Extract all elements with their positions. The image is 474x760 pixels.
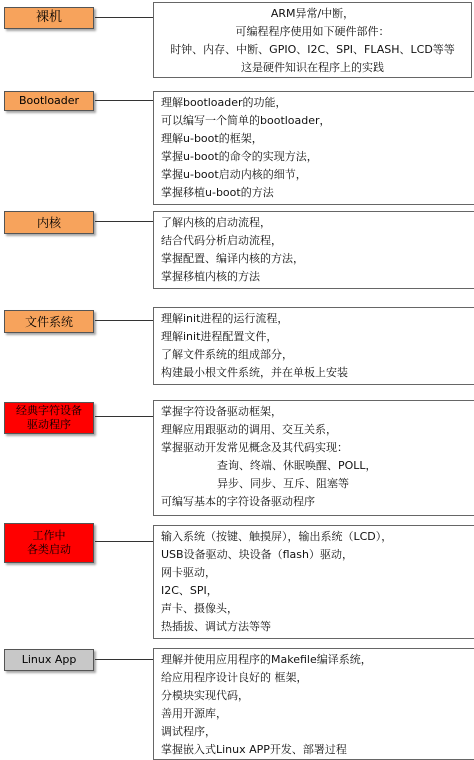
content-line: 时钟、内存、中断、GPIO、I2C、SPI、FLASH、LCD等等	[170, 43, 455, 56]
content-box-bare-metal	[153, 2, 472, 78]
label-text: 经典字符设备	[16, 404, 82, 417]
label-work-drivers	[4, 523, 94, 563]
content-line: 可编写基本的字符设备驱动程序	[161, 495, 315, 508]
content-line: I2C、SPI，	[161, 584, 218, 597]
content-line: 异步、同步、互斥、阻塞等	[217, 477, 349, 490]
content-line: 掌握移植内核的方法	[161, 270, 260, 283]
content-line: 可编程程序使用如下硬件部件：	[235, 25, 390, 38]
content-line: 查询、终端、休眠唤醒、POLL，	[217, 459, 377, 472]
label-text: Linux App	[21, 653, 77, 666]
content-line: 掌握驱动开发常见概念及其代码实现：	[161, 441, 348, 454]
label-bare-metal	[4, 7, 94, 29]
connector-line	[95, 541, 153, 542]
connector-line	[95, 221, 153, 222]
content-line: 理解bootloader的功能，	[161, 96, 287, 109]
content-line: 善用开源库，	[161, 707, 227, 720]
label-text: 各类启动	[27, 543, 71, 556]
content-line: 分模块实现代码，	[161, 689, 249, 702]
content-line: 结合代码分析启动流程，	[161, 234, 282, 247]
content-line: 掌握配置、编译内核的方法，	[161, 252, 304, 265]
label-bootloader	[4, 91, 94, 111]
content-box-work-drivers	[153, 525, 474, 639]
content-box-bootloader	[153, 91, 474, 205]
content-line: 理解u-boot的框架，	[161, 132, 263, 145]
content-line: 声卡、摄像头，	[161, 602, 238, 615]
label-linux-app	[4, 649, 94, 671]
label-text: 驱动程序	[27, 418, 71, 431]
content-box-char-driver	[153, 400, 474, 516]
label-text: Bootloader	[18, 94, 80, 107]
content-line: 调试程序，	[161, 725, 216, 738]
label-text: 裸机	[35, 10, 62, 25]
content-line: ARM异常/中断，	[270, 7, 355, 20]
label-text: 内核	[36, 215, 61, 230]
content-line: 构建最小根文件系统，并在单板上安装	[161, 366, 348, 379]
label-filesystem	[4, 310, 94, 333]
content-line: 掌握移植u-boot的方法	[161, 186, 274, 199]
content-box-linux-app	[153, 648, 474, 760]
content-line: 网卡驱动，	[161, 566, 216, 579]
content-line: 理解并使用应用程序的Makefile编译系统，	[161, 653, 372, 666]
content-line: 理解应用跟驱动的调用、交互关系，	[161, 423, 337, 436]
content-line: 掌握嵌入式Linux APP开发、部署过程	[161, 743, 347, 756]
content-line: 输入系统（按键、触摸屏），输出系统（LCD），	[161, 530, 393, 543]
content-box-filesystem	[153, 307, 474, 385]
content-line: 理解init进程配置文件，	[161, 330, 278, 343]
content-line: 这是硬件知识在程序上的实践	[241, 61, 384, 74]
content-line: 掌握字符设备驱动框架，	[161, 405, 282, 418]
content-line: 可以编写一个简单的bootloader，	[161, 114, 331, 127]
connector-line	[95, 659, 153, 660]
content-box-kernel	[153, 211, 474, 289]
connector-line	[95, 100, 153, 101]
connector-line	[95, 320, 153, 321]
label-kernel	[4, 211, 94, 234]
content-line: 掌握u-boot的命令的实现方法，	[161, 150, 318, 163]
content-line: 给应用程序设计良好的 框架，	[161, 671, 308, 684]
content-line: 了解内核的启动流程，	[161, 216, 271, 229]
label-char-driver	[4, 402, 94, 434]
connector-line	[95, 17, 153, 18]
label-text: 文件系统	[24, 314, 73, 329]
label-text: 工作中	[32, 529, 66, 542]
connector-line	[95, 416, 153, 417]
content-line: 了解文件系统的组成部分，	[161, 348, 293, 361]
content-line: 热插拔、调试方法等等	[161, 620, 271, 633]
content-line: 掌握u-boot启动内核的细节，	[161, 168, 307, 181]
content-line: 理解init进程的运行流程，	[161, 312, 289, 325]
content-line: USB设备驱动、块设备（flash）驱动，	[161, 548, 353, 561]
